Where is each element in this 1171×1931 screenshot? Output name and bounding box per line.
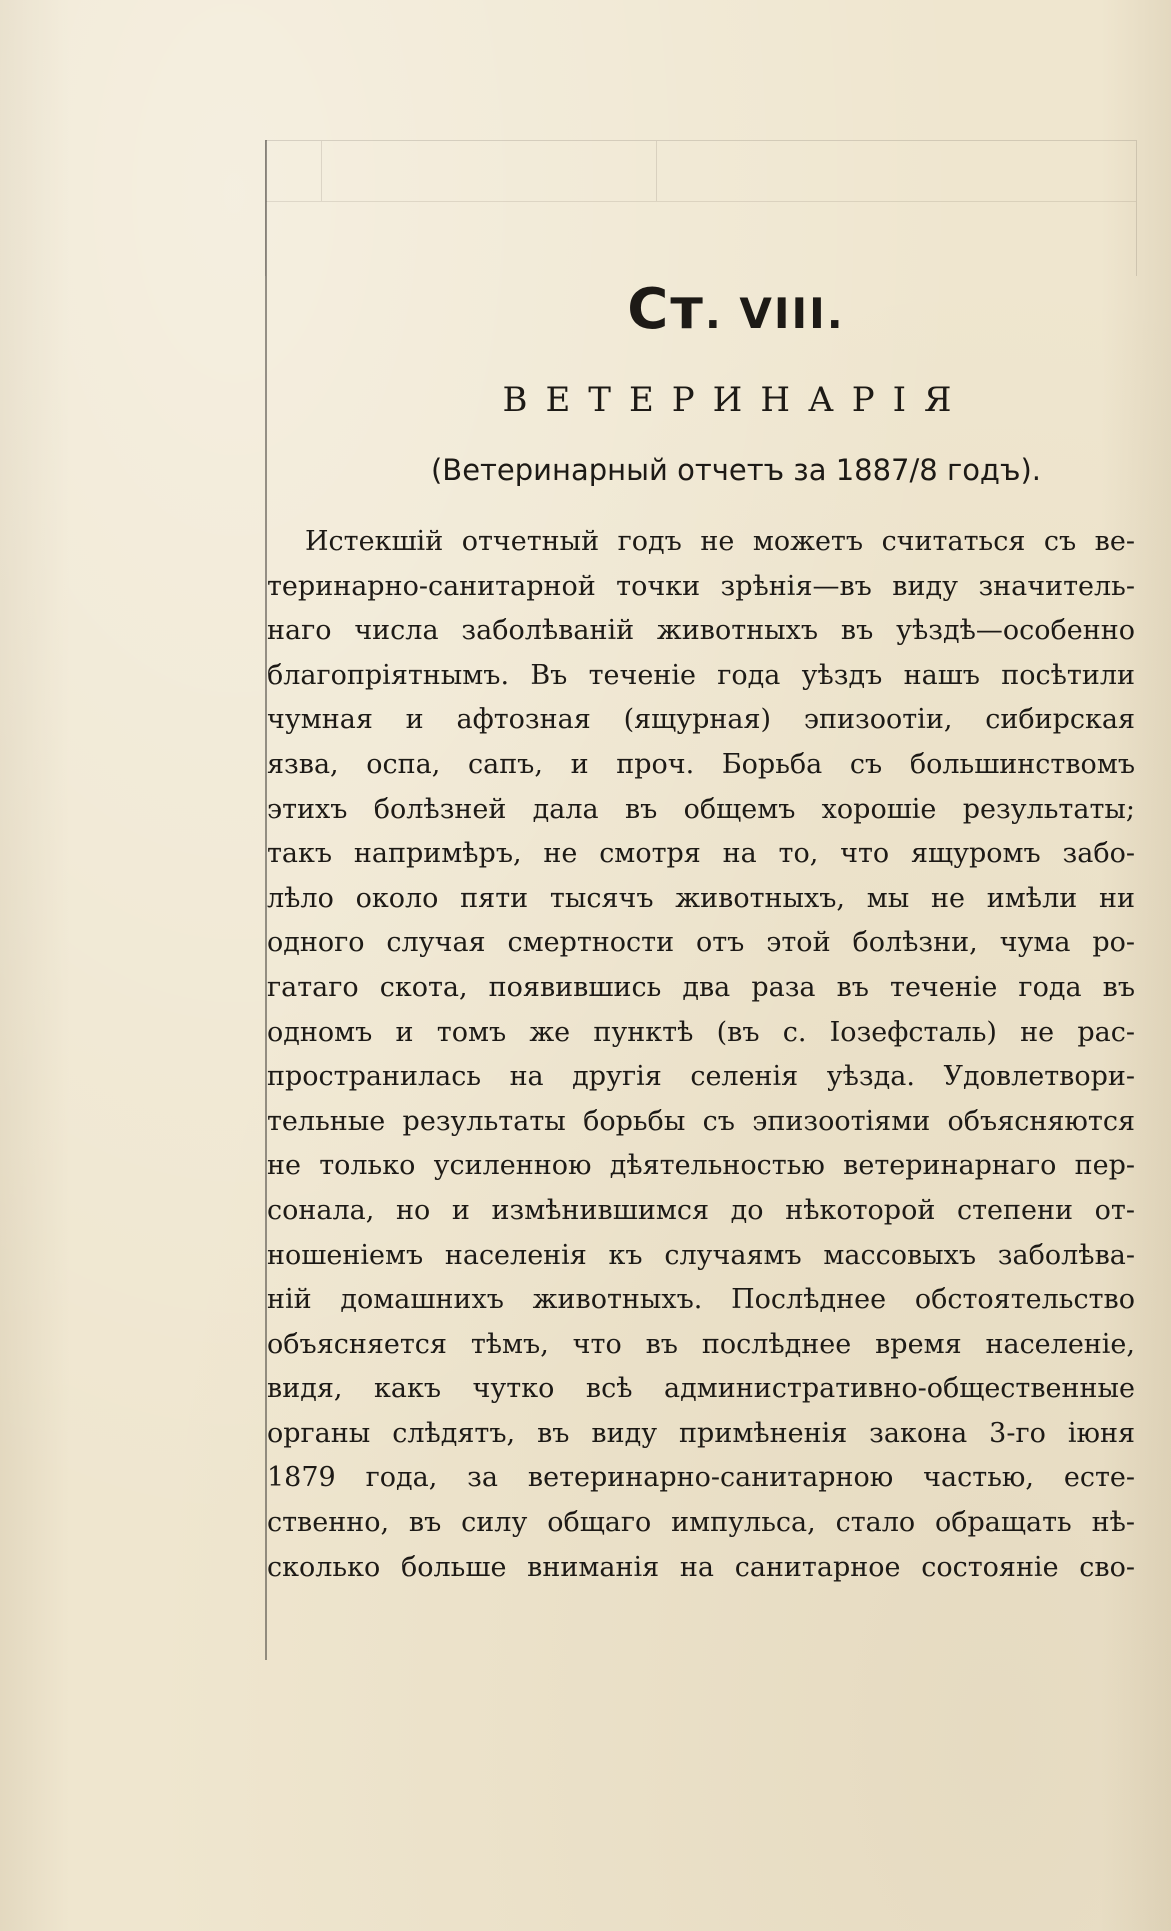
text-line: одномъ и томъ же пунктѣ (въ с. Іозефсталь) не рас- bbox=[267, 1016, 1135, 1048]
text-line: ній домашнихъ животныхъ. Послѣднее обстоятельство bbox=[267, 1284, 1135, 1316]
bleed-through-rule bbox=[266, 201, 1136, 202]
section-prefix: Ст bbox=[627, 277, 705, 342]
text-line: лѣло около пяти тысячъ животныхъ, мы не имѣли ни bbox=[267, 882, 1135, 914]
text-line: теринарно-санитарной точки зрѣнія—въ виду значитель- bbox=[267, 570, 1135, 602]
text-line: Истекшій отчетный годъ не можетъ считаться съ ве- bbox=[305, 526, 1135, 557]
text-line: ношеніемъ населенія къ случаямъ массовыхъ заболѣва- bbox=[267, 1239, 1135, 1271]
text-line: наго числа заболѣваній животныхъ въ уѣздѣ—особенно bbox=[267, 615, 1135, 647]
text-line: сколько больше вниманія на санитарное состояніе сво- bbox=[267, 1551, 1135, 1583]
text-line: ственно, въ силу общаго импульса, стало обращать нѣ- bbox=[267, 1507, 1135, 1539]
text-line: гатаго скота, появившись два раза въ теченіе года въ bbox=[267, 971, 1135, 1003]
section-title bbox=[337, 270, 1135, 350]
chapter-subheading: (Ветеринарный отчетъ за 1887/8 годъ). bbox=[430, 453, 1042, 487]
text-line: такъ напримѣръ, не смотря на то, что ящуромъ забо- bbox=[267, 838, 1135, 870]
bleed-through-rule bbox=[656, 141, 657, 201]
text-line: тельные результаты борьбы съ эпизоотіями объясняются bbox=[267, 1105, 1135, 1137]
text-line: объясняется тѣмъ, что въ послѣднее время населеніе, bbox=[267, 1328, 1135, 1360]
body-paragraph bbox=[267, 520, 1135, 1590]
text-line: не только усиленною дѣятельностью ветеринарнаго пер- bbox=[267, 1150, 1135, 1182]
text-line: пространилась на другія селенія уѣзда. Удовлетвори- bbox=[267, 1061, 1135, 1093]
text-line: этихъ болѣзней дала въ общемъ хорошіе результаты; bbox=[267, 793, 1135, 825]
bleed-through-table bbox=[265, 140, 1137, 276]
text-line: видя, какъ чутко всѣ административно-общественные bbox=[267, 1373, 1135, 1405]
text-line: благопріятнымъ. Въ теченіе года уѣздъ нашъ посѣтили bbox=[267, 659, 1135, 691]
page-content bbox=[267, 270, 1135, 1590]
bleed-through-rule bbox=[321, 141, 322, 201]
text-line: органы слѣдятъ, въ виду примѣненія закона 3-го іюня bbox=[267, 1417, 1135, 1449]
text-line: сонала, но и измѣнившимся до нѣкоторой степени от- bbox=[267, 1194, 1135, 1226]
chapter-heading: ВЕТЕРИНАРІЯ bbox=[502, 380, 970, 420]
section-numeral: . VIII. bbox=[704, 289, 845, 338]
text-line: 1879 года, за ветеринарно-санитарною частью, есте- bbox=[267, 1462, 1135, 1494]
text-line: язва, оспа, сапъ, и проч. Борьба съ большинствомъ bbox=[267, 748, 1135, 780]
text-line: чумная и афтозная (ящурная) эпизоотіи, сибирская bbox=[267, 704, 1135, 736]
text-line: одного случая смертности отъ этой болѣзни, чума ро- bbox=[267, 927, 1135, 959]
